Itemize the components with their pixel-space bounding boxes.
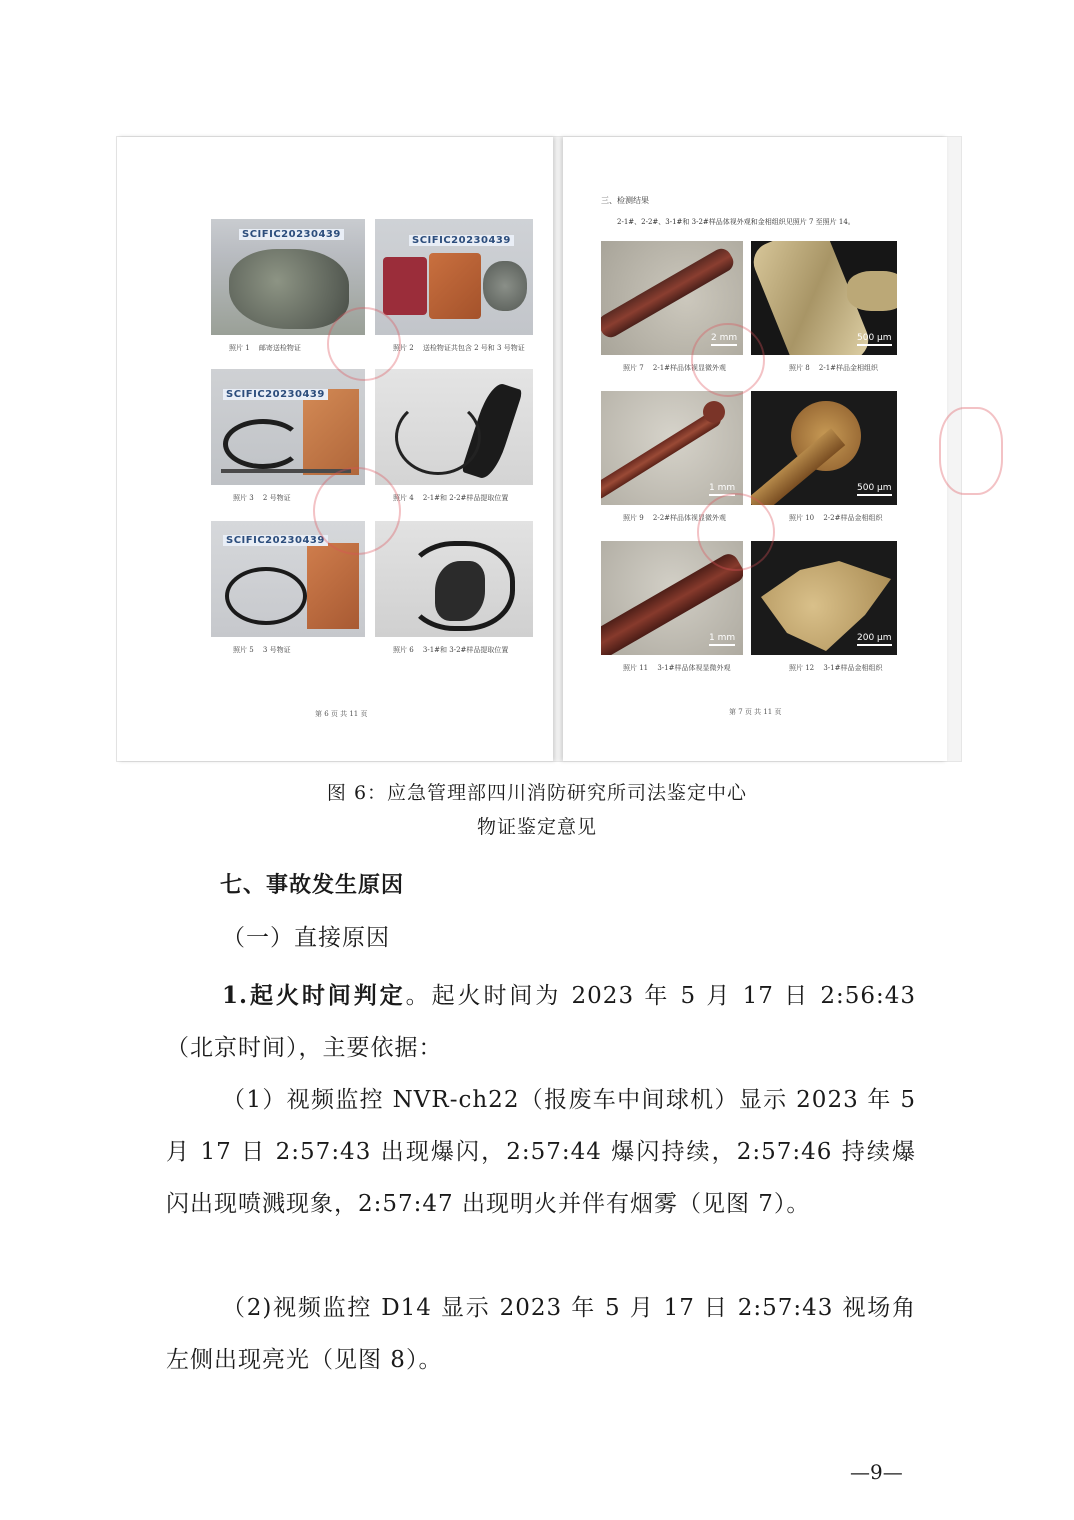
- paragraph-lead: 1.起火时间判定: [222, 982, 406, 1009]
- photo-caption: 照片 12 3-1#样品金相组织: [789, 664, 883, 672]
- photo-12: [751, 541, 897, 655]
- paragraph-evidence-1: （1）视频监控 NVR-ch22（报废车中间球机）显示 2023 年 5 月 17 日 2:57:43 出现爆闪，2:57:44 爆闪持续，2:57:46 持续爆闪出现喷溅现象，2:57:47 出现明火并伴有烟雾（见图 7）。: [166, 1087, 916, 1217]
- photo-caption: 照片 1 邮寄送检物证: [229, 344, 301, 352]
- scale-bar: 2 mm: [711, 333, 737, 346]
- photo-caption: 照片 3 2 号物证: [233, 494, 291, 502]
- scale-bar: 500 μm: [857, 483, 892, 496]
- photo-caption: 照片 10 2-2#样品金相组织: [789, 514, 883, 522]
- figure-caption: 图 6：应急管理部四川消防研究所司法鉴定中心: [326, 782, 748, 804]
- photo-8: [751, 241, 897, 355]
- evidence-tag: SCIFIC20230439: [223, 535, 328, 546]
- photo-2: [375, 219, 533, 335]
- evidence-tag: SCIFIC20230439: [223, 389, 328, 400]
- paragraph-body: 。起火时间为 2023 年 5 月 17 日 2:56:43（北京时间），主要依据：: [166, 983, 916, 1061]
- scanned-report-image: [116, 136, 962, 762]
- scan-page-7: [563, 137, 947, 761]
- photo-caption: 照片 11 3-1#样品体视显微外观: [623, 664, 731, 672]
- evidence-tag: SCIFIC20230439: [239, 229, 344, 240]
- subsection-heading: （一）直接原因: [222, 925, 390, 951]
- seal-stamp: [939, 407, 1003, 495]
- photo-caption: 照片 7 2-1#样品体视显微外观: [623, 364, 727, 372]
- paragraph-evidence-2: （2)视频监控 D14 显示 2023 年 5 月 17 日 2:57:43 视场角左侧出现亮光（见图 8）。: [166, 1295, 916, 1373]
- paragraph-ignition-time: [166, 970, 916, 1074]
- photo-caption: 照片 4 2-1#和 2-2#样品提取位置: [393, 494, 509, 502]
- evidence-tag: SCIFIC20230439: [409, 235, 514, 246]
- seal-stamp: [697, 493, 775, 571]
- page-number: —9—: [850, 1460, 903, 1484]
- photo-4: [375, 369, 533, 485]
- figure-caption-line2: 物证鉴定意见: [476, 816, 597, 838]
- photo-3: [211, 369, 365, 485]
- scan-intro: 2-1#、2-2#、3-1#和 3-2#样品体视外观和金相组织见照片 7 至照片 14。: [617, 218, 855, 226]
- photo-caption: 照片 8 2-1#样品金相组织: [789, 364, 879, 372]
- scan-page-6: [117, 137, 553, 761]
- scale-bar: 500 μm: [857, 333, 892, 346]
- scale-bar: 1 mm: [709, 633, 735, 646]
- scale-bar: 200 μm: [857, 633, 892, 646]
- seal-stamp: [313, 467, 401, 555]
- photo-caption: 照片 9 2-2#样品体视显微外观: [623, 514, 727, 522]
- photo-9: [601, 391, 743, 505]
- scan-page-footer: 第 6 页 共 11 页: [315, 710, 368, 718]
- seal-stamp: [691, 323, 765, 397]
- photo-caption: 照片 6 3-1#和 3-2#样品提取位置: [393, 646, 509, 654]
- scale-bar: 1 mm: [709, 483, 735, 496]
- photo-caption: 照片 5 3 号物证: [233, 646, 291, 654]
- section-heading: 七、事故发生原因: [220, 873, 405, 898]
- photo-6: [375, 521, 533, 637]
- photo-caption: 照片 2 送检物证共包含 2 号和 3 号物证: [393, 344, 525, 352]
- scan-section-title: 三、检测结果: [601, 196, 649, 205]
- seal-stamp: [327, 307, 401, 381]
- scan-page-footer: 第 7 页 共 11 页: [729, 708, 782, 716]
- photo-10: [751, 391, 897, 505]
